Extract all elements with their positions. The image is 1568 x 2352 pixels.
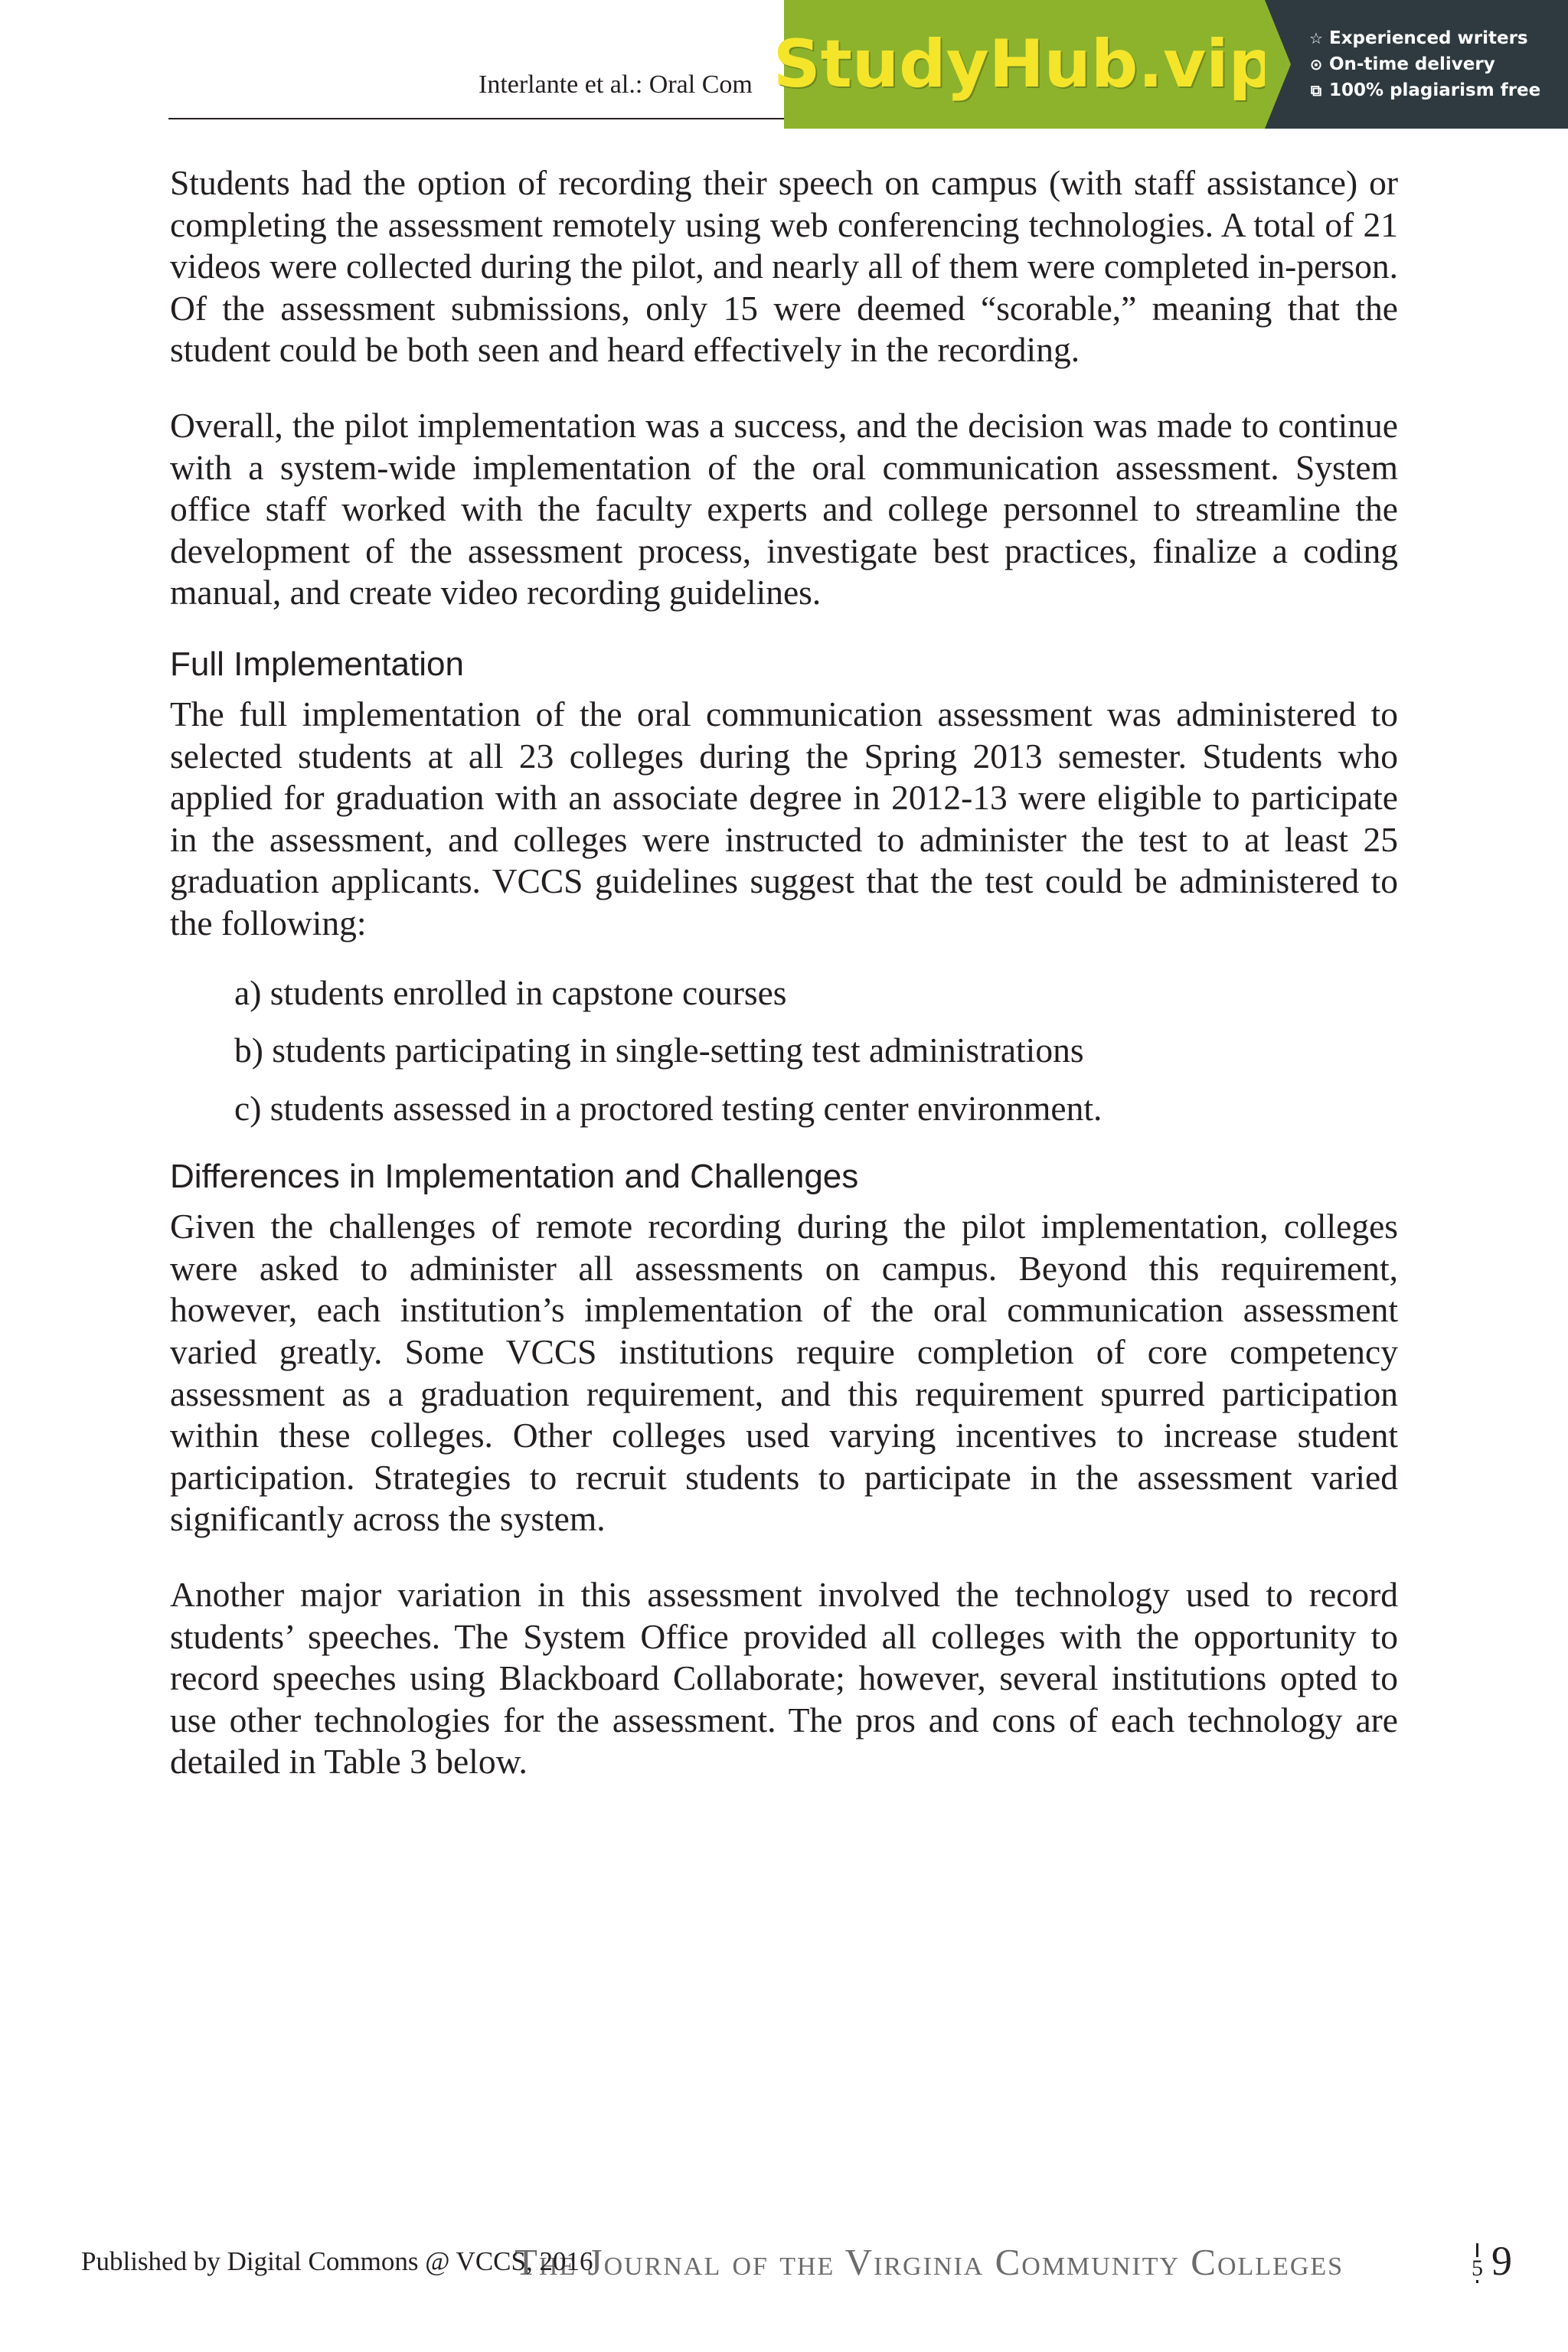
clock-icon: ⊙ [1309,55,1323,74]
paragraph-pilot-recording: Students had the option of recording their speech on campus (with staff assistance) or completing the assessment remotely using web conferencing technologies. A total of 21 videos were collected during the pilot, and nearly all of them were completed in-person. Of the assessment submissions, only 15 were deemed “scorable,” meaning that the student could be both seen and heard effectively in the recording. [170,163,1398,370]
star-icon: ☆ [1309,29,1323,47]
running-header: Interlante et al.: Oral Com [479,70,753,99]
section-heading-differences: Differences in Implementation and Challenges [170,1158,859,1196]
paragraph-pilot-success: Overall, the pilot implementation was a success, and the decision was made to continue with a system-wide implementation of the oral communication assessment. System office staff worked with the faculty experts and college personnel to streamline the development of the assessment process, investigate best practices, finalize a coding manual, and create video recording guidelines. [170,405,1398,612]
section-heading-full-implementation: Full Implementation [170,645,464,683]
banner-feature-label: 100% plagiarism free [1329,80,1541,100]
banner-features-panel [1265,0,1568,129]
banner-feature-label: Experienced writers [1329,28,1528,48]
list-item: b) students participating in single-setting test administrations [234,1031,1084,1070]
banner-logo[interactable]: StudyHub.vip [773,26,1276,103]
list-item: c) students assessed in a proctored testing center environment. [234,1088,1102,1128]
footer-journal-title: The Journal of the Virginia Community Colleges [514,2241,1344,2283]
list-item: a) students enrolled in capstone courses [234,972,787,1012]
footer-page-number: 9 [1491,2238,1512,2284]
footer-pdf-page: 5 [1472,2256,1483,2281]
banner-feature-writers [1308,28,1568,48]
administration-options-list [170,972,1398,1130]
paragraph-differences: Given the challenges of remote recording during the pilot implementation, colleges were asked to administer all assessments on campus. Beyond this requirement, however, each institution’s implementation of the oral communication assessment varied greatly. Some VCCS institutions require completion of core competency assessment as a graduation requirement, and this requirement spurred participation within these colleges. Other colleges used varying incentives to increase student participation. Strategies to recruit students to participate in the assessment varied significantly across the system. [170,1207,1398,1539]
banner-arrow-shape [1265,0,1291,129]
banner-logo-panel[interactable] [773,0,1276,129]
studyhub-banner[interactable] [773,0,1568,129]
paragraph-full-implementation: The full implementation of the oral communication assessment was administered to selected students at all 23 colleges during the Spring 2013 semester. Students who applied for graduation with an associate degree in 2012-13 were eligible to participate in the assessment, and colleges were instructed to administer the test to at least 25 graduation applicants. VCCS guidelines suggest that the test could be administered to the following: [170,694,1398,942]
copy-icon: ⧉ [1310,81,1322,100]
banner-feature-plagiarism [1308,80,1568,100]
paragraph-technology: Another major variation in this assessment involved the technology used to record students’ speeches. The System Office provided all colleges with the opportunity to record speeches using Blackboard Collaborate; however, several institutions opted to use other technologies for the assessment. The pros and cons of each technology are detailed in Table 3 below. [170,1575,1398,1782]
banner-feature-label: On-time delivery [1329,54,1495,74]
footer-published-by: Published by Digital Commons @ VCCS, 2016 [81,2246,593,2276]
banner-feature-delivery [1308,54,1568,74]
article-body [170,162,1398,1783]
